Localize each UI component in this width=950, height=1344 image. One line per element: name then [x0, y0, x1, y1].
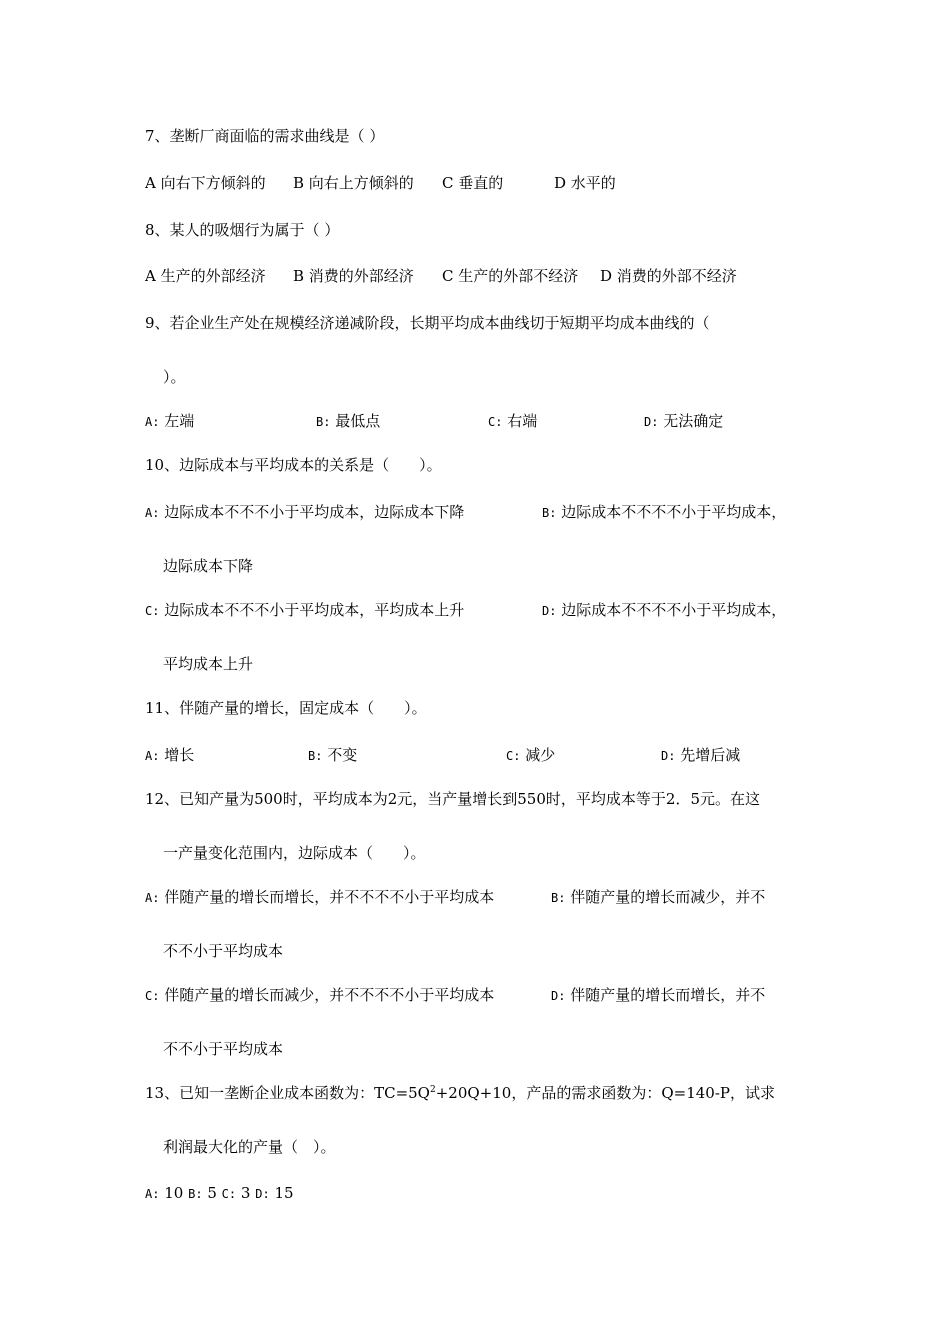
option-text: 3	[240, 1184, 251, 1202]
question-10-stem: 10、边际成本与平均成本的关系是（ ）。	[145, 456, 442, 474]
question-9-option-d	[644, 411, 723, 432]
option-text: 边际成本不不不小于平均成本，平均成本上升	[164, 601, 465, 619]
question-9-option-a	[145, 411, 194, 432]
option-text: 边际成本不不不不小于平均成本，	[561, 601, 787, 619]
option-text: 伴随产量的增长而增长，并不不不不小于平均成本	[164, 888, 495, 906]
option-label: A:	[145, 891, 160, 905]
option-text: 左端	[164, 412, 195, 430]
question-9-stem-line2: ）。	[163, 368, 186, 386]
question-7-option-b: B 向右上方倾斜的	[293, 174, 414, 192]
question-11-stem: 11、伴随产量的增长，固定成本（ ）。	[145, 699, 427, 717]
question-12-stem-line1: 12、已知产量为500时，平均成本为2元，当产量增长到550时，平均成本等于2．5元。在这	[145, 790, 760, 808]
question-7-option-a: A 向右下方倾斜的	[145, 174, 266, 192]
option-text: 不变	[327, 746, 358, 764]
option-text: 边际成本不不不不小于平均成本，	[561, 503, 787, 521]
option-label: D:	[255, 1187, 270, 1201]
question-9-option-c	[488, 411, 537, 432]
question-10-option-d-continued: 平均成本上升	[163, 655, 254, 673]
option-text: 伴随产量的增长而减少，并不	[570, 888, 766, 906]
option-text: 减少	[525, 746, 556, 764]
option-label: D:	[542, 604, 557, 618]
stem-text: +20Q+10，产品的需求函数为：Q=140-P，试求	[435, 1084, 775, 1102]
option-text: 先增后减	[680, 746, 741, 764]
question-7-stem: 7、垄断厂商面临的需求曲线是（ ）	[145, 127, 385, 145]
option-label: D:	[661, 749, 676, 763]
question-11-option-d	[661, 745, 740, 766]
question-10-option-a	[145, 502, 464, 523]
option-label: C:	[488, 415, 503, 429]
option-text: 无法确定	[663, 412, 724, 430]
question-13-stem-line2: 利润最大化的产量（ ）。	[163, 1138, 336, 1156]
question-12-option-b-continued: 不不小于平均成本	[163, 942, 284, 960]
question-11-option-c	[506, 745, 555, 766]
stem-text: 13、已知一垄断企业成本函数为：TC=5Q	[145, 1084, 430, 1102]
option-text: 增长	[164, 746, 195, 764]
question-10-option-b-continued: 边际成本下降	[163, 557, 254, 575]
question-8-option-a: A 生产的外部经济	[145, 267, 266, 285]
question-9-option-b	[316, 411, 380, 432]
option-text: 10	[164, 1184, 184, 1202]
option-text: 15	[274, 1184, 294, 1202]
option-label: D:	[551, 989, 566, 1003]
question-12-option-c	[145, 985, 494, 1006]
question-13-options	[145, 1183, 294, 1204]
option-text: 5	[207, 1184, 217, 1202]
question-9-stem-line1: 9、若企业生产处在规模经济递减阶段，长期平均成本曲线切于短期平均成本曲线的（	[145, 314, 710, 332]
question-11-option-b	[308, 745, 357, 766]
option-label: A:	[145, 749, 160, 763]
option-label: D:	[644, 415, 659, 429]
question-13-stem-line1	[145, 1083, 775, 1103]
option-text: 伴随产量的增长而增长，并不	[570, 986, 766, 1004]
question-12-option-b	[551, 887, 765, 908]
option-label: B:	[542, 506, 557, 520]
option-label: C:	[221, 1187, 237, 1201]
option-label: C:	[506, 749, 521, 763]
question-10-option-d	[542, 600, 786, 621]
question-12-option-d-continued: 不不小于平均成本	[163, 1040, 284, 1058]
question-10-option-b	[542, 502, 786, 523]
question-7-option-d: D 水平的	[554, 174, 616, 192]
question-10-option-c	[145, 600, 464, 621]
option-label: C:	[145, 604, 160, 618]
question-7-option-c: C 垂直的	[442, 174, 504, 192]
superscript: 2	[429, 1085, 436, 1095]
question-12-option-a	[145, 887, 494, 908]
option-text: 伴随产量的增长而减少，并不不不不小于平均成本	[164, 986, 495, 1004]
option-text: 右端	[507, 412, 538, 430]
option-text: 最低点	[335, 412, 381, 430]
option-label: C:	[145, 989, 160, 1003]
option-label: B:	[316, 415, 331, 429]
question-11-option-a	[145, 745, 194, 766]
option-label: B:	[188, 1187, 203, 1201]
question-8-option-c: C 生产的外部不经济	[442, 267, 579, 285]
option-label: B:	[551, 891, 566, 905]
option-label: A:	[145, 506, 160, 520]
question-8-stem: 8、某人的吸烟行为属于（ ）	[145, 221, 340, 239]
question-8-option-d: D 消费的外部不经济	[600, 267, 737, 285]
option-label: A:	[145, 1187, 160, 1201]
question-8-option-b: B 消费的外部经济	[293, 267, 414, 285]
option-label: A:	[145, 415, 160, 429]
option-label: B:	[308, 749, 323, 763]
question-12-stem-line2: 一产量变化范围内，边际成本（ ）。	[163, 844, 426, 862]
question-12-option-d	[551, 985, 765, 1006]
option-text: 边际成本不不不小于平均成本，边际成本下降	[164, 503, 465, 521]
